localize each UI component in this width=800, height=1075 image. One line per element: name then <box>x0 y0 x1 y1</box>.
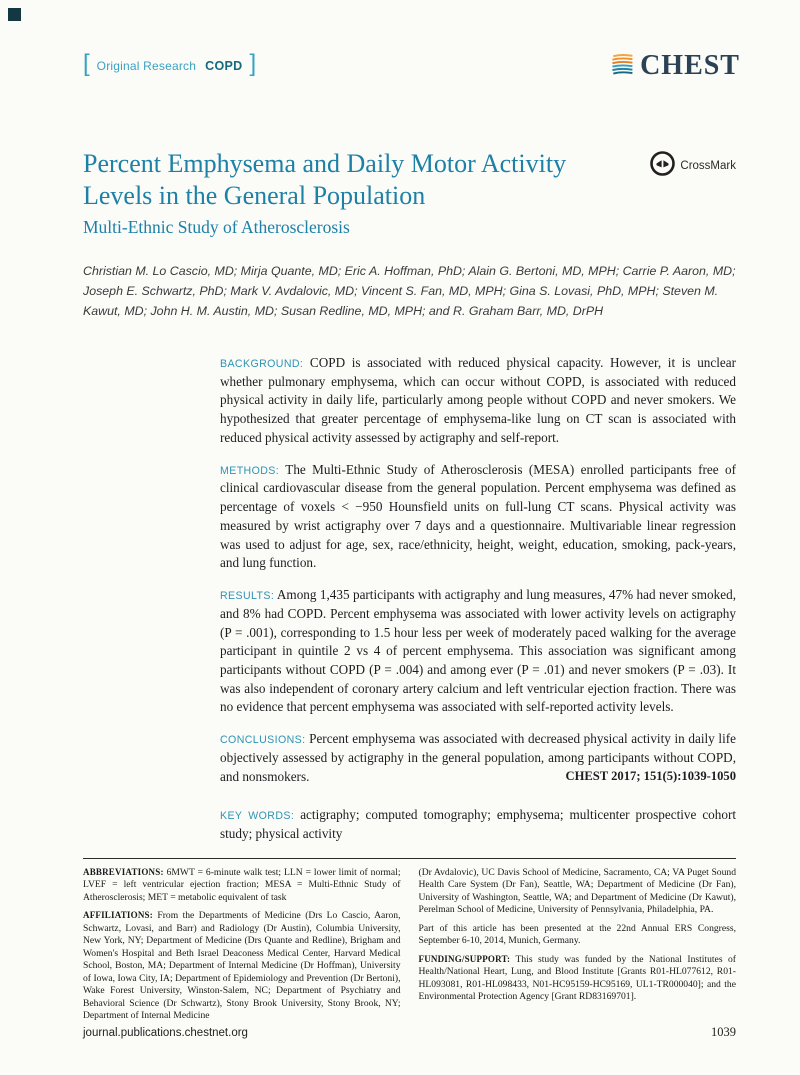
presentation-text: Part of this article has been presented at the 22nd Annual ERS Congress, September 6-10, 2014, Munich, Germany. <box>418 922 736 947</box>
methods-text: The Multi-Ethnic Study of Atherosclerosis (MESA) enrolled participants free of clinical cardiovascular disease from the general population. Percent emphysema was defined as percentage of voxels < −950 Hounsfield units on full-lung CT scans. Physical activity was measured by wrist actigraphy over 7 days and a questionnaire. Multivariable linear regression was used to adjust for age, sex, race/ethnicity, height, weight, education, smoking, pack-years, and lung function. <box>220 461 736 571</box>
crossmark-badge[interactable] <box>649 150 736 182</box>
abbreviations-text: 6MWT = 6-minute walk test; LLN = lower limit of normal; LVEF = left ventricular ejection fraction; MESA = Multi-Ethnic Study of Atherosclerosis; MET = metabolic equivalent of task <box>83 866 401 903</box>
funding-text: This study was funded by the National Institutes of Health/National Heart, Lung, and Blood Institute [Grants R01-HL077612, R01-HL093081, R01-HL098433, N01-HC95159-HC95169, UL1-TR000040]; and the Environmental Protection Agency [Grant RD83169701]. <box>418 953 736 1003</box>
funding-label: FUNDING/SUPPORT: <box>418 953 511 964</box>
journal-citation: CHEST 2017; 151(5):1039-1050 <box>565 768 736 783</box>
keywords-label: KEY WORDS: <box>220 810 295 823</box>
abstract-results <box>220 586 736 717</box>
article-subtitle: Multi-Ethnic Study of Atherosclerosis <box>83 217 350 238</box>
crossmark-label: CrossMark <box>680 160 736 172</box>
article-title: Percent Emphysema and Daily Motor Activity Levels in the General Population <box>83 149 567 210</box>
results-text: Among 1,435 participants with actigraphy and lung measures, 47% had never smoked, and 8% had COPD. Percent emphysema was associated with lower activity levels on actigraphy (P = .001), corresponding to 1.5 hour less per week of moderately paced walking for the average participant in quintile 2 vs 4 of percent emphysema. This association was significant among participants without COPD (P = .004) and among ever (P = .01) and never smokers (P = .03). It was also independent of coronary artery calcium and left ventricular ejection fraction. There was no evidence that percent emphysema was associated with self-reported activity levels. <box>220 587 736 715</box>
footnotes-left-column <box>83 867 401 1029</box>
presentation-footnote <box>419 923 737 948</box>
abstract-methods <box>220 461 736 573</box>
footnote-divider <box>83 858 736 859</box>
author-list: Christian M. Lo Cascio, MD; Mirja Quante, MD; Eric A. Hoffman, PhD; Alain G. Bertoni, MD, MPH; Carrie P. Aaron, MD; Joseph E. Schwartz, PhD; Mark V. Avdalovic, MD; Vincent S. Fan, MD, MPH; Gina S. Lovasi, PhD, MPH; Steven M. Kawut, MD; John H. M. Austin, MD; Susan Redline, MD, MPH; and R. Graham Barr, MD, DrPH <box>83 264 736 319</box>
abstract-background <box>220 354 736 448</box>
keywords-text: actigraphy; computed tomography; emphysema; multicenter prospective cohort study; physical activity <box>220 807 737 842</box>
methods-label: METHODS: <box>220 464 280 477</box>
keywords-section <box>220 806 736 843</box>
footnotes-block <box>83 867 736 1029</box>
conclusions-text: Percent emphysema was associated with decreased physical activity in daily life objectively assessed by actigraphy in the general population, among participants without COPD, and nonsmokers. <box>220 731 736 784</box>
abstract-block <box>220 354 736 844</box>
funding-footnote <box>419 954 737 1004</box>
affiliations-label: AFFILIATIONS: <box>83 910 153 921</box>
affiliations-continued-footnote <box>419 867 737 917</box>
registration-mark <box>8 8 21 21</box>
article-category-label: Original Research <box>96 59 197 73</box>
abstract-conclusions <box>220 730 736 786</box>
page-footer <box>83 1025 736 1040</box>
journal-name: CHEST <box>640 50 740 81</box>
page-number: 1039 <box>711 1025 736 1039</box>
journal-url-link[interactable]: journal.publications.chestnet.org <box>83 1027 248 1039</box>
article-content <box>83 0 736 1028</box>
affiliations-footnote <box>83 910 401 1022</box>
left-bracket: [ <box>83 50 90 77</box>
conclusions-label: CONCLUSIONS: <box>220 734 306 747</box>
article-topic-label: COPD <box>205 59 243 73</box>
footnotes-right-column <box>419 867 737 1029</box>
right-bracket: ] <box>249 50 257 77</box>
affiliations-continued-text: (Dr Avdalovic), UC Davis School of Medicine, Sacramento, CA; VA Puget Sound Health Care System (Dr Fan), Seattle, WA; Department of Medicine (Dr Fan), University of Washington, Seattle, WA; and Department of Medicine (Dr Kawut), Perelman School of Medicine, University of Pennsylvania, Philadelphia, PA. <box>418 866 736 916</box>
background-text: COPD is associated with reduced physical capacity. However, it is unclear whether pulmonary emphysema, which can occur without COPD, is associated with reduced physical activity in daily life, particularly among people without COPD and never smokers. We hypothesized that greater percentage of emphysema-like lung on CT scan is associated with reduced physical activity assessed by actigraphy and self-report. <box>220 354 737 445</box>
results-label: RESULTS: <box>220 590 275 603</box>
background-label: BACKGROUND: <box>220 357 304 370</box>
abbreviations-label: ABBREVIATIONS: <box>83 866 164 877</box>
affiliations-text: From the Departments of Medicine (Drs Lo Cascio, Aaron, Schwartz, Lovasi, and Barr) and Radiology (Dr Austin), Columbia University, New York, NY; Department of Medicine (Drs Quante and Redline), Brigham and Women's Hospital and Beth Israel Deaconess Medical Center, Harvard Medical School, Boston, MA; Department of Internal Medicine (Dr Hoffman), University of Iowa, Iowa City, IA; Department of Epidemiology and Prevention (Dr Bertoni), Wake Forest University, Winston-Salem, NC; Department of Psychiatry and Behavioral Science (Dr Schwartz), Stony Brook University, Stony Brook, NY; Department of Internal Medicine <box>83 910 401 1022</box>
abbreviations-footnote <box>83 867 401 904</box>
crossmark-icon <box>649 150 676 182</box>
